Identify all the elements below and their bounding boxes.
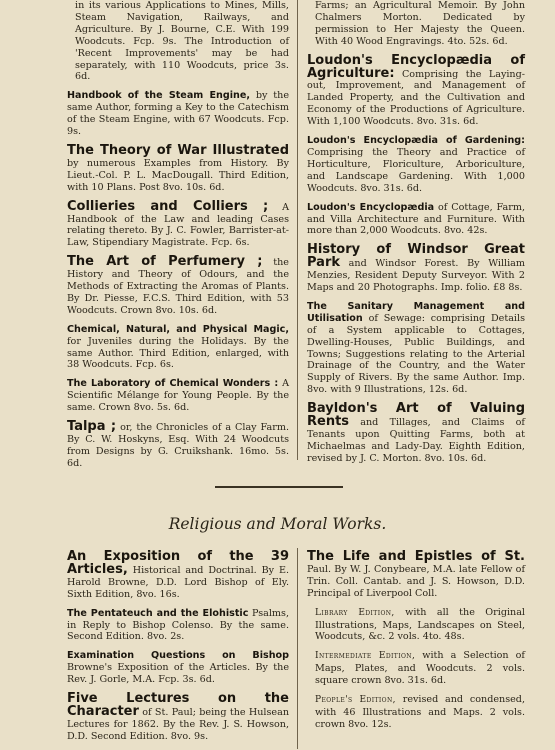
edition-description: with a Selection of Maps, Plates, and Woodcuts. 2 vols. square crown 8vo. 31s. 6d. (315, 650, 525, 687)
catalogue-entry (67, 324, 289, 372)
entry-title: Loudon's Encyclopædia (307, 201, 435, 213)
edition-description: revised and condensed, with 46 Illustrations and Maps. 2 vols. crown 8vo. 12s. (315, 694, 525, 730)
edition-label: People's Edition, (315, 695, 396, 706)
entry-title: Handbook of the Steam Engine, (67, 90, 250, 102)
entry-description: Paul. By W. J. Conybeare, M.A. late Fellow of Trin. Coll. Cantab. and J. S. Howson, D.D. Principal of Liverpool Coll. (307, 563, 525, 599)
catalogue-entry: Farms; an Agricultural Memoir. By John Chalmers Morton. Dedicated by permission to Her Majesty the Queen. With 40 Wood Engravings. 4to. 52s. 6d. (315, 0, 525, 47)
entry-title: The Life and Epistles of St. (307, 549, 525, 564)
entry-description: for Juveniles during the Holidays. By the same Author. Third Edition, enlarged, with 38 Woodcuts. Fcp. 6s. (67, 335, 289, 371)
entry-description: or, the Chronicles of a Clay Farm. By C. W. Hoskyns, Esq. With 24 Woodcuts from Designs by G. Cruikshank. 16mo. 5s. 6d. (67, 422, 289, 469)
catalogue-entry (307, 551, 525, 600)
catalogue-entry (307, 244, 525, 294)
right-column-bottom (307, 551, 525, 738)
edition-label: Intermediate Edition, (315, 651, 416, 662)
entry-description: Browne's Exposition of the Articles. By the Rev. J. Gorle, M.A. Fcp. 3s. 6d. (67, 662, 289, 686)
entry-title: An Exposition of the 39 Articles, (67, 549, 289, 577)
entry-description: of St. Paul; being the Hulsean Lectures for 1862. By the Rev. J. S. Howson, D.D. Second Edition. 8vo. 9s. (67, 706, 289, 742)
entry-title: Five Lectures on the Character (67, 691, 289, 719)
entry-description: and Tillages, and Claims of Tenants upon Quitting Farms, both at Michaelmas and Lady-Day. Eighth Edition, revised by J. C. Morton. 8vo. 10s. 6d. (307, 417, 525, 464)
catalogue-entry (67, 90, 289, 138)
entry-description: of Sewage: comprising Details of a System applicable to Cottages, Dwelling-Houses, Public Buildings, and Towns; Suggestions relating to the Arterial Drainage of the Country, and the Water Supply of Rivers. By the same Author. Imp. 8vo. with 9 Illustrations, 12s. 6d. (307, 312, 525, 396)
entry-title: Collieries and Colliers ; (67, 198, 269, 214)
catalogue-entry (67, 421, 289, 470)
entry-title: The Pentateuch and the Elohistic (67, 607, 249, 619)
edition-entry (307, 607, 525, 644)
catalogue-entry (307, 403, 525, 465)
entry-title: Examination Questions on Bishop (67, 650, 289, 662)
entry-description: A Scientific Mélange for Young People. By the same. Crown 8vo. 5s. 6d. (67, 378, 290, 414)
entry-title: The Laboratory of Chemical Wonders : (67, 378, 279, 390)
entry-title: Talpa ; (67, 419, 117, 435)
top-column-divider (297, 0, 298, 460)
catalogue-entry (67, 650, 289, 686)
catalogue-entry (67, 378, 289, 414)
edition-entry (307, 694, 525, 731)
edition-entry (307, 650, 525, 687)
left-column-top (67, 0, 289, 477)
catalogue-entry (67, 608, 289, 644)
entry-title: Bayldon's Art of Valuing Rents (307, 401, 525, 430)
entry-title: The Art of Perfumery ; (67, 254, 263, 270)
entry-description: by numerous Examples from History. By Lieut.-Col. P. L. MacDougall. Third Edition, with 10 Plans. Post 8vo. 10s. 6d. (67, 157, 289, 193)
entry-description: Comprising the Laying-out, Improvement, and Management of Landed Property, and the Cultivation and Economy of the Productions of Agriculture. With 1,100 Woodcuts. 8vo. 31s. 6d. (307, 68, 525, 128)
catalogue-entry (307, 301, 525, 396)
entry-description: Psalms, in Reply to Bishop Colenso. By the same. Second Edition. 8vo. 2s. (67, 607, 290, 643)
entry-description: by the same Author, forming a Key to the Catechism of the Steam Engine, with 67 Woodcuts. Fcp. 9s. (67, 90, 290, 138)
bottom-column-divider (297, 548, 298, 749)
entry-title: Loudon's Encyclopædia of Gardening: (307, 135, 525, 147)
catalogue-entry (67, 693, 289, 743)
catalogue-entry (67, 142, 289, 194)
edition-label: Library Edition, (315, 607, 395, 618)
section-title: Religious and Moral Works. (168, 515, 387, 533)
catalogue-entry (307, 202, 525, 238)
catalogue-entry (67, 256, 289, 317)
edition-description: with all the Original Illustrations, Maps, Landscapes on Steel, Woodcuts, &c. 2 vols. 4to. 48s. (315, 606, 525, 643)
entry-description: the History and Theory of Odours, and the Methods of Extracting the Aromas of Plants. By Dr. Piesse, F.C.S. Third Edition, with 53 Woodcuts. Crown 8vo. 10s. 6d. (67, 257, 289, 316)
entry-description: Comprising the Theory and Practice of Horticulture, Floriculture, Arboriculture, and Landscape Gardening. With 1,000 Woodcuts. 8vo. 31s. 6d. (307, 146, 525, 194)
entry-description: Historical and Doctrinal. By E. Harold Browne, D.D. Lord Bishop of Ely. Sixth Edition, 8vo. 16s. (67, 564, 289, 600)
left-column-bottom (67, 551, 289, 750)
entry-title: Chemical, Natural, and Physical Magic, (67, 323, 289, 335)
entry-description: and Windsor Forest. By William Menzies, Resident Deputy Surveyor. With 2 Maps and 20 Photographs. Imp. folio. £8 8s. (307, 258, 525, 294)
section-divider-rule (215, 486, 343, 488)
entry-title: Loudon's Encyclopædia of Agriculture: (307, 52, 525, 81)
right-column-top (307, 0, 525, 472)
entry-title: History of Windsor Great Park (307, 242, 525, 271)
catalogue-entry (67, 551, 289, 601)
entry-title: The Sanitary Management and Utilisation (307, 300, 525, 324)
catalogue-entry (307, 52, 525, 128)
entry-title: The Theory of War Illustrated (67, 142, 289, 158)
catalogue-entry: in its various Applications to Mines, Mills, Steam Navigation, Railways, and Agriculture. By J. Bourne, C.E. With 199 Woodcuts. Fcp. 9s. The Introduction of 'Recent Improvements' may be had separately, with 110 Woodcuts, price 3s. 6d. (75, 0, 289, 83)
entry-description: A Handbook of the Law and leading Cases relating thereto. By J. C. Fowler, Barrister-at-Law, Stipendiary Magistrate. Fcp. 6s. (67, 201, 289, 249)
catalogue-entry (67, 198, 289, 250)
catalogue-entry (307, 135, 525, 195)
entry-description: of Cottage, Farm, and Villa Architecture and Furniture. With more than 2,000 Woodcuts. 8vo. 42s. (307, 201, 525, 237)
